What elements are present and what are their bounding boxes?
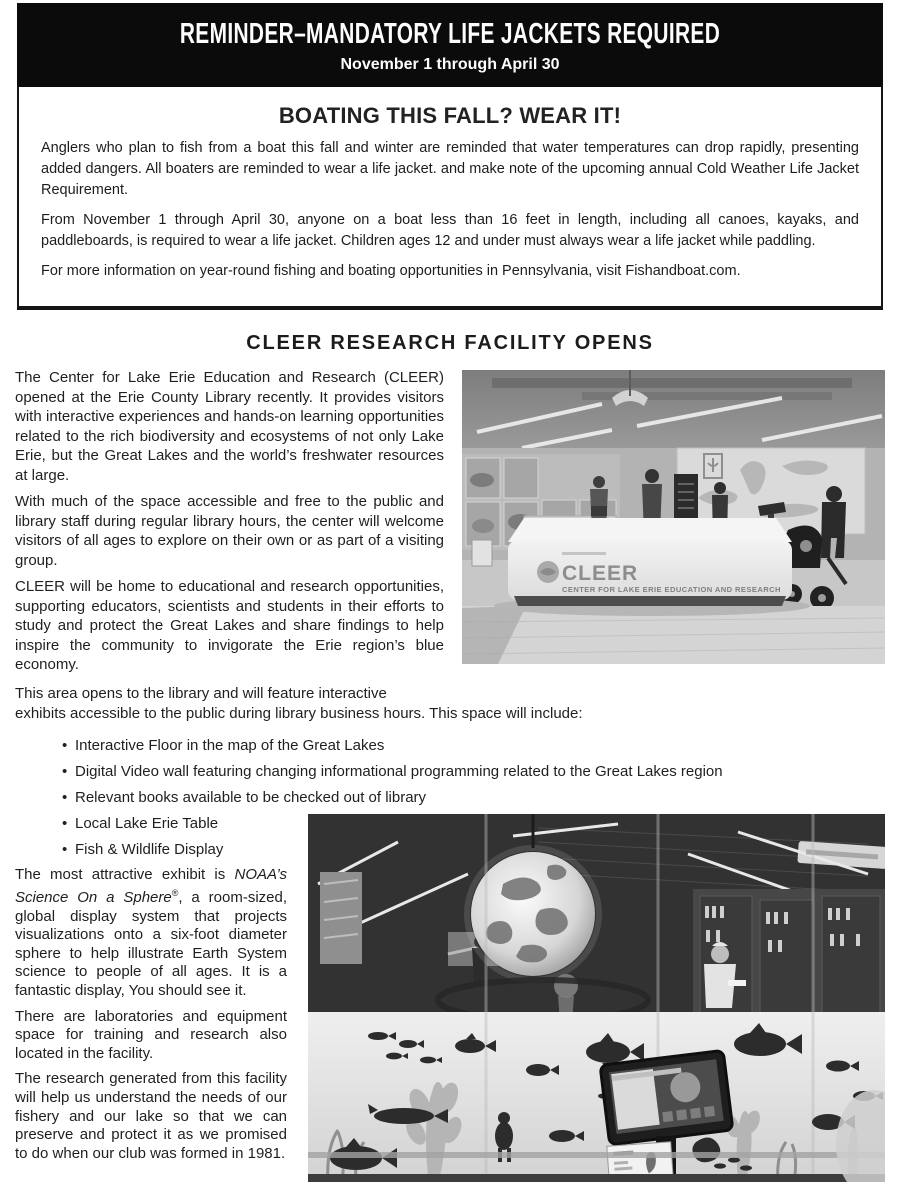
list-item: • Local Lake Erie Table <box>62 814 885 834</box>
exhibit-title-italic: NOAA’s Science On a Sphere <box>15 865 287 907</box>
banner-title: REMINDER–MANDATORY LIFE JACKETS REQUIRED <box>179 18 721 50</box>
notice-paragraph-1: Anglers who plan to fish from a boat this fall and winter are reminded that water temperatures can drop rapidly, presenting added dangers. All boaters are reminded to wear a life jacket. and make note of the upcoming annual Cold Weather Life Jacket Requirement. <box>41 140 859 198</box>
notice-paragraph-3: For more information on year-round fishing and boating opportunities in Pennsylvania, visit Fishandboat.com. <box>41 263 741 279</box>
photo-science-sphere <box>308 814 885 1182</box>
notice-heading: BOATING THIS FALL? WEAR IT! <box>278 103 622 128</box>
space-intro-paragraph <box>15 684 885 724</box>
banner <box>17 3 883 87</box>
feature-list <box>15 736 885 808</box>
table-title-text: CLEER <box>562 562 639 585</box>
photo-cleer-table-image <box>462 370 885 664</box>
cleer-table <box>494 518 810 616</box>
table-subtitle-text: CENTER FOR LAKE ERIE EDUCATION AND RESEARCH <box>562 585 781 594</box>
registered-mark: ® <box>171 888 179 899</box>
exhibit-paragraph <box>15 866 287 1001</box>
cleer-heading: CLEER RESEARCH FACILITY OPENS <box>246 332 654 354</box>
space-intro-line-2: exhibits accessible to the public during library business hours. This space will include: <box>15 704 583 722</box>
notice-paragraph-2: From November 1 through April 30, anyone on a boat less than 16 feet in length, including all canoes, kayaks, and paddleboards, is required to wear a life jacket. Children ages 12 and under must always wear a life jacket while paddling. <box>41 212 859 249</box>
cleer-paragraph-3: CLEER will be home to educational and research opportunities, supporting educators, scientists and students in their efforts to study and protect the Great Lakes and share findings to help inspire the community to invigorate the Erie region’s blue economy. <box>15 578 444 673</box>
list-item: • Fish & Wildlife Display <box>62 840 885 860</box>
cleer-intro-block <box>15 368 885 682</box>
banner-subtitle: November 1 through April 30 <box>340 56 560 73</box>
exhibit-text-pre: The most attractive exhibit is <box>15 865 235 883</box>
list-item: • Relevant books available to be checked out of library <box>62 788 885 808</box>
notice-box <box>17 87 883 310</box>
metal-rail <box>308 1152 885 1158</box>
list-item: • Digital Video wall featuring changing informational programming related to the Great Lakes region <box>62 762 885 782</box>
exhibit-text-post: , a room-sized, global display system that projects visualizations onto a six-foot diameter sphere to help illustrate Earth System science to people of all ages. It is a fantastic display, You should see it. <box>15 889 287 1000</box>
space-intro-line-1: This area opens to the library and will feature interactive <box>15 684 387 702</box>
laboratories-paragraph: There are laboratories and equipment space for training and research also located in the facility. <box>15 1007 287 1062</box>
photo-cleer-table <box>462 370 885 664</box>
cleer-bottom-block <box>15 814 885 1184</box>
research-paragraph: The research generated from this facility will help us understand the needs of our fishery and our lake so that we can preserve and protect it as we promised to do when our club was formed in 1981. <box>15 1070 287 1162</box>
cleer-section <box>15 332 885 1184</box>
photo-science-sphere-image <box>308 814 885 1182</box>
cleer-paragraph-1: The Center for Lake Erie Education and Research (CLEER) opened at the Erie County Library recently. It provides visitors with interactive experiences and hands-on learning opportunities related to the rich biodiversity and ecosystems of not only Lake Erie, but the Great Lakes and the world’s freshwater resources at large. <box>15 369 444 484</box>
list-item: • Interactive Floor in the map of the Great Lakes <box>62 736 885 756</box>
cleer-paragraph-2: With much of the space accessible and free to the public and library staff during regular library hours, the center will welcome visitors of all ages to explore on their own or as part of a visiting group. <box>15 493 444 569</box>
